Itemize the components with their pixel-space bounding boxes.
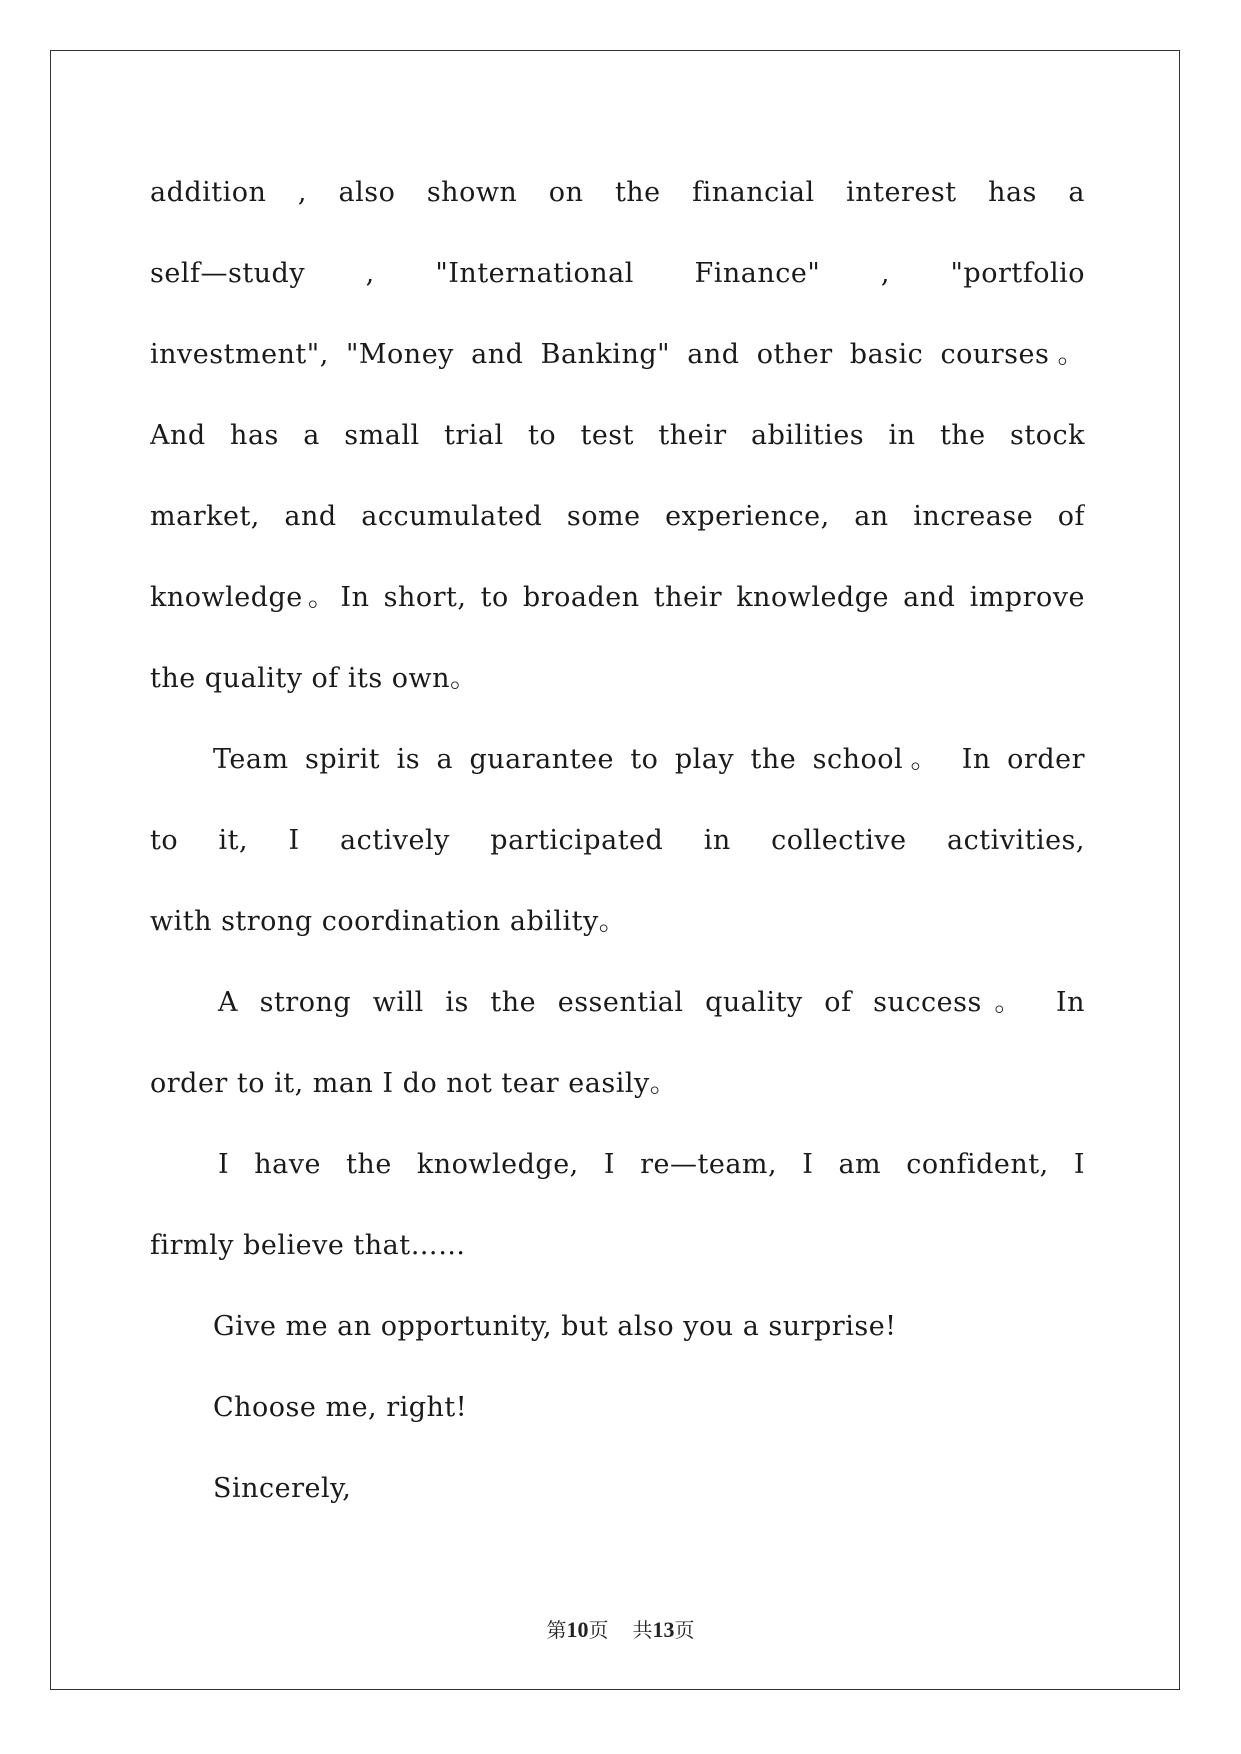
- paragraph-first-line: I have the knowledge, I re—team, I am confident, I: [218, 1149, 1085, 1180]
- paragraph-first-line: Team spirit is a guarantee to play the school。 In order: [213, 744, 1085, 775]
- text-line: firmly believe that……: [150, 1230, 466, 1261]
- footer-prefix: 第: [546, 1618, 567, 1642]
- footer-page-char: 页: [588, 1618, 609, 1642]
- paragraph-line: Choose me, right!: [213, 1392, 468, 1423]
- text-line: market, and accumulated some experience, an increase of: [150, 501, 1085, 532]
- text-line: order to it, man I do not tear easily。: [150, 1068, 678, 1099]
- footer-total-suffix: 页: [674, 1618, 695, 1642]
- total-pages-number: 13: [652, 1617, 675, 1642]
- paragraph-line: Give me an opportunity, but also you a surprise!: [213, 1311, 897, 1342]
- text-line: to it, I actively participated in collective activities,: [150, 825, 1085, 856]
- footer-total-prefix: 共: [632, 1618, 653, 1642]
- text-line: investment", "Money and Banking" and other basic courses。: [150, 339, 1085, 370]
- text-line: And has a small trial to test their abilities in the stock: [150, 420, 1085, 451]
- text-line: self—study , "International Finance" , "portfolio: [150, 258, 1085, 289]
- paragraph-first-line: A strong will is the essential quality of success。 In: [218, 987, 1085, 1018]
- text-line: the quality of its own。: [150, 663, 478, 694]
- text-line: with strong coordination ability。: [150, 906, 627, 937]
- document-body: [150, 165, 1085, 1542]
- current-page-number: 10: [566, 1617, 589, 1642]
- closing-line: Sincerely,: [213, 1473, 352, 1504]
- page-footer: [0, 1614, 1241, 1643]
- text-line: knowledge。In short, to broaden their knowledge and improve: [150, 582, 1085, 613]
- text-line: addition , also shown on the financial interest has a: [150, 177, 1085, 208]
